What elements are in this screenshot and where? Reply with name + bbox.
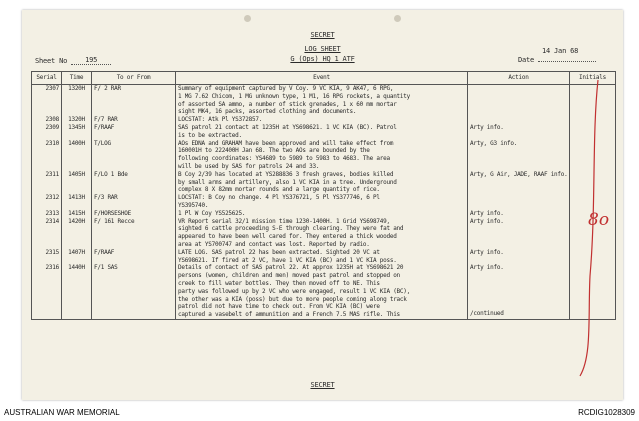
log-entries <box>32 85 616 320</box>
event-line: 1 Pl W Coy YS525625. <box>178 209 246 217</box>
handwritten-initials: 8o <box>588 210 610 230</box>
log-to-from: F/1 SAS <box>92 264 176 319</box>
log-serial: 2310 <box>32 140 62 171</box>
log-event <box>176 210 468 218</box>
log-event <box>176 218 468 249</box>
log-to-from: F/LO 1 Bde <box>92 171 176 194</box>
event-line: sight MK4, 16 packs, assorted clothing and documents. <box>178 108 357 116</box>
event-line: Details of contact of SAS patrol 22. At approx 1235H at YS698621 20 <box>178 264 404 272</box>
footer-source: AUSTRALIAN WAR MEMORIAL <box>4 408 120 417</box>
col-to-from: To or From <box>92 72 176 85</box>
handwritten-bracket-mark <box>570 76 610 380</box>
event-line: LATE LOG. SAS patrol 22 has been extracted. Sighted 20 VC at <box>178 248 380 256</box>
col-initials: Initials <box>570 72 616 85</box>
log-time: 1320H <box>62 85 92 117</box>
punch-hole-left <box>244 15 251 22</box>
log-row <box>32 194 616 210</box>
log-action: Arty info. <box>468 218 570 249</box>
log-to-from: F/RAAF <box>92 249 176 265</box>
log-sheet-page <box>22 10 623 400</box>
date-field <box>518 56 596 64</box>
log-time: 1420H <box>62 218 92 249</box>
event-line: sighted 6 cattle proceeding S-E through clearing. They were fat and <box>178 225 404 233</box>
log-table <box>31 71 616 320</box>
log-time: 1345H <box>62 124 92 140</box>
log-event <box>176 194 468 210</box>
log-serial: 2315 <box>32 249 62 265</box>
log-serial: 2307 <box>32 85 62 117</box>
event-line: captured a vasebelt of ammunition and a French 7.5 MAS rifle. This <box>178 311 400 319</box>
date-value: 14 Jan 68 <box>542 47 579 55</box>
log-row <box>32 264 616 319</box>
log-event <box>176 171 468 194</box>
log-event <box>176 116 468 124</box>
log-to-from: F/RAAF <box>92 124 176 140</box>
log-row <box>32 116 616 124</box>
log-action <box>468 194 570 210</box>
event-line: AOs EDNA and GRAHAM have been approved and will take effect from <box>178 139 394 147</box>
continued-note: /continued <box>470 310 504 318</box>
log-row <box>32 85 616 117</box>
footer-reference: RCDIG1028309 <box>578 408 635 417</box>
event-line: by small arms and artillery, also 1 VC KIA in a tree. Underground <box>178 178 397 186</box>
date-label: Date <box>518 56 535 64</box>
log-to-from: F/ 161 Recce <box>92 218 176 249</box>
log-row <box>32 140 616 171</box>
event-line: LOCSTAT: B Coy no change. 4 Pl YS376721, 5 Pl YS377746, 6 Pl <box>178 194 380 202</box>
log-time: 1415H <box>62 210 92 218</box>
event-line: YS698621. If fired at 2 VC, have 1 VC KIA (BC) and 1 VC KIA poss. <box>178 256 397 264</box>
event-line: following coordinates: YS4689 to 5989 to 5983 to 4683. The area <box>178 155 390 163</box>
punch-hole-right <box>394 15 401 22</box>
log-event <box>176 249 468 265</box>
log-to-from: T/LOG <box>92 140 176 171</box>
log-action: Arty, G Air, JADE, RAAF info. <box>468 171 570 194</box>
log-event <box>176 124 468 140</box>
log-to-from: F/ 2 RAR <box>92 85 176 117</box>
event-line: is to be extracted. <box>178 131 242 139</box>
sheet-number-value: 195 <box>71 56 111 65</box>
log-event <box>176 85 468 117</box>
log-row <box>32 218 616 249</box>
event-line: LOCSTAT: Atk Pl YS372857. <box>178 116 263 124</box>
log-row <box>32 171 616 194</box>
col-action: Action <box>468 72 570 85</box>
log-to-from: F/3 RAR <box>92 194 176 210</box>
log-action <box>468 264 570 319</box>
log-sheet-title: LOG SHEET <box>304 45 341 53</box>
unit-name: G (Ops) HQ 1 ATF <box>290 55 355 63</box>
log-serial: 2314 <box>32 218 62 249</box>
event-line: area at YS700747 and contact was lost. Reported by radio. <box>178 240 370 248</box>
log-serial: 2313 <box>32 210 62 218</box>
log-time: 1407H <box>62 249 92 265</box>
event-line: creek to fill water bottles. They then moved off to NE. This <box>178 279 380 287</box>
log-time: 1405H <box>62 171 92 194</box>
classification-footer: SECRET <box>310 381 335 389</box>
log-to-from: F/HORSESHOE <box>92 210 176 218</box>
log-action: Arty info. <box>468 124 570 140</box>
log-time: 1413H <box>62 194 92 210</box>
log-action-text: Arty info. <box>470 264 504 272</box>
log-action <box>468 116 570 124</box>
event-line: persons (women, children and men) moved past patrol and stopped on <box>178 272 400 280</box>
event-line: Summary of equipment captured by V Coy. 9 VC KIA, 9 AK47, 6 RPG, <box>178 85 394 92</box>
log-serial: 2316 <box>32 264 62 319</box>
log-table-header <box>32 72 616 85</box>
log-event <box>176 140 468 171</box>
event-line: B Coy 2/39 has located at YS288836 3 fresh graves, bodies killed <box>178 170 394 178</box>
log-serial: 2309 <box>32 124 62 140</box>
event-line: appeared to have been well cared for. They entered a thick wooded <box>178 233 397 241</box>
log-time: 1440H <box>62 264 92 319</box>
event-line: the other was a KIA (poss) but due to more people coming along track <box>178 295 407 303</box>
event-line: complex 8 X 82mm mortar rounds and a large quantity of rice. <box>178 186 380 194</box>
event-line: 1 MG 7.62 Chicom, 1 MG unknown type, 1 M1, 16 RPG rockets, a quantity <box>178 92 410 100</box>
log-row <box>32 210 616 218</box>
event-line: patrol did not have time to check out. From VC KIA (BC) were <box>178 303 380 311</box>
event-line: 160001H to 222400H Jan 68. The two AOs are bounded by the <box>178 147 370 155</box>
log-action: Arty info. <box>468 249 570 265</box>
log-action: Arty info. <box>468 210 570 218</box>
log-action: Arty, G3 info. <box>468 140 570 171</box>
log-time: 1400H <box>62 140 92 171</box>
event-line: party was followed up by 2 VC who were engaged, result 1 VC KIA (BC), <box>178 287 410 295</box>
log-action <box>468 85 570 117</box>
log-row <box>32 249 616 265</box>
log-row <box>32 124 616 140</box>
log-time: 1320H <box>62 116 92 124</box>
sheet-label: Sheet No <box>35 57 68 65</box>
event-line: will be used by SAS for patrols 24 and 33. <box>178 162 320 170</box>
col-serial: Serial <box>32 72 62 85</box>
log-serial: 2308 <box>32 116 62 124</box>
event-line: of assorted SA ammo, a number of stick grenades, 1 x 60 mm mortar <box>178 100 397 108</box>
log-serial: 2311 <box>32 171 62 194</box>
classification-header: SECRET <box>310 31 335 39</box>
event-line: YS395740. <box>178 201 209 209</box>
col-time: Time <box>62 72 92 85</box>
log-serial: 2312 <box>32 194 62 210</box>
event-line: VR Report serial 32/1 mission time 1230-1400H. 1 Grid YS698749, <box>178 217 390 225</box>
event-line: SAS patrol 21 contact at 1235H at YS698621. 1 VC KIA (BC). Patrol <box>178 123 397 131</box>
log-event <box>176 264 468 319</box>
col-event: Event <box>176 72 468 85</box>
log-to-from: F/7 RAR <box>92 116 176 124</box>
